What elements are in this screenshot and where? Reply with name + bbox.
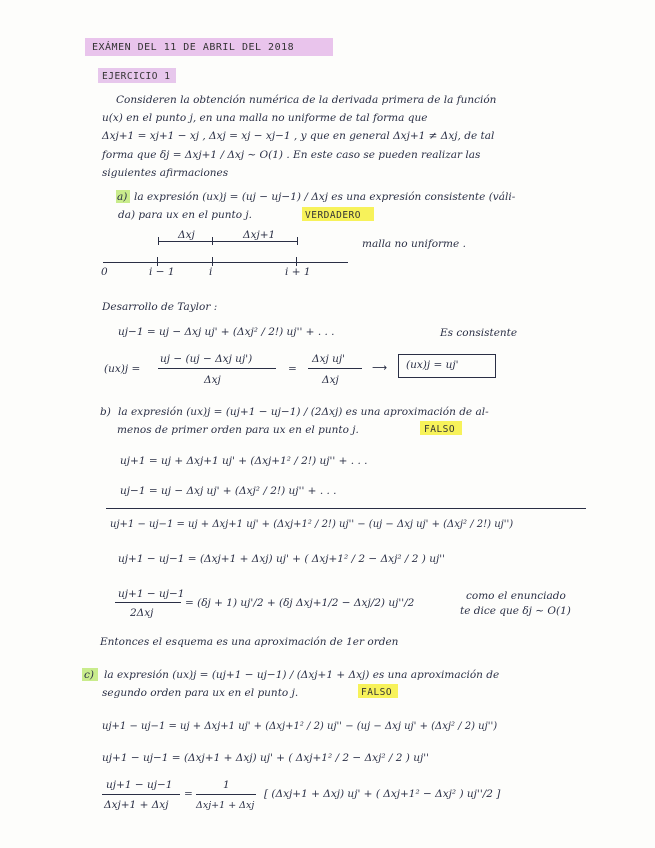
sum-rule xyxy=(106,508,586,509)
fraction-bar xyxy=(196,794,256,795)
mesh-tick xyxy=(212,257,213,266)
part-a-text: la expresión (ux)j = (uj − uj−1) / Δxj es una expresión consistente (váli- xyxy=(134,191,516,203)
statement-line: forma que δj = Δxj+1 / Δxj ∼ O(1) . En este caso se pueden realizar las xyxy=(102,149,481,161)
part-b-text: la expresión (ux)j = (uj+1 − uj−1) / (2Δxj) es una aproximación de al- xyxy=(118,406,489,418)
fraction-denominator: Δxj xyxy=(322,374,339,386)
part-a-text: da) para ux en el punto j. xyxy=(118,209,252,221)
equation: uj−1 = uj − Δxj uj' + (Δxj² / 2!) uj'' + . . . xyxy=(120,485,337,497)
arrow: ⟶ xyxy=(372,362,388,374)
taylor-title: Desarrollo de Taylor : xyxy=(102,301,218,313)
mesh-dx-right: Δxj+1 xyxy=(243,229,276,241)
part-b-text: menos de primer orden para ux en el punto j. xyxy=(117,424,359,436)
equation: uj+1 − uj−1 = (Δxj+1 + Δxj) uj' + ( Δxj+1² / 2 − Δxj² / 2 ) uj'' xyxy=(118,553,445,565)
part-c-text: segundo orden para ux en el punto j. xyxy=(102,687,299,699)
statement-line: u(x) en el punto j, en una malla no uniforme de tal forma que xyxy=(102,112,428,124)
verdict-true: VERDADERO xyxy=(305,210,361,221)
fraction-denominator: Δxj+1 + Δxj xyxy=(104,799,169,811)
mesh-tick-label: 0 xyxy=(101,266,108,278)
mesh-brace-tick xyxy=(297,237,298,245)
equation: uj+1 − uj−1 = (Δxj+1 + Δxj) uj' + ( Δxj+1² / 2 − Δxj² / 2 ) uj'' xyxy=(102,752,429,764)
fraction-lhs: (ux)j = xyxy=(104,363,141,375)
fraction-bar xyxy=(158,368,276,369)
mesh-axis xyxy=(103,262,348,263)
mesh-brace-tick xyxy=(212,237,213,245)
mesh-brace xyxy=(158,241,298,242)
fraction-bar xyxy=(308,368,362,369)
mesh-tick xyxy=(157,257,158,266)
note: te dice que δj ∼ O(1) xyxy=(460,605,571,617)
taylor-equation: uj−1 = uj − Δxj uj' + (Δxj² / 2!) uj'' + . . . xyxy=(118,326,335,338)
equation: uj+1 − uj−1 = uj + Δxj+1 uj' + (Δxj+1² / 2!) uj'' − (uj − Δxj uj' + (Δxj² / 2!) uj'') xyxy=(110,519,514,530)
fraction-denominator: Δxj+1 + Δxj xyxy=(196,800,255,811)
exercise-title: EJERCICIO 1 xyxy=(102,71,171,82)
mesh-dx-left: Δxj xyxy=(178,229,195,241)
mesh-tick-label: i xyxy=(209,266,213,278)
fraction-numerator: Δxj uj' xyxy=(312,353,346,365)
equation: = (δj + 1) uj'/2 + (δj Δxj+1/2 − Δxj/2) uj''/2 xyxy=(185,597,415,609)
fraction-numerator: uj+1 − uj−1 xyxy=(106,779,173,791)
statement-line: siguientes afirmaciones xyxy=(102,167,229,179)
fraction-bar xyxy=(115,602,181,603)
equation: [ (Δxj+1 + Δxj) uj' + ( Δxj+1² − Δxj² ) uj''/2 ] xyxy=(264,788,501,800)
part-a-marker: a) xyxy=(117,191,128,203)
result: (ux)j = uj' xyxy=(406,359,459,371)
fraction-numerator: uj − (uj − Δxj uj') xyxy=(160,353,253,365)
mesh-tick xyxy=(296,257,297,266)
fraction-numerator: uj+1 − uj−1 xyxy=(118,588,185,600)
equation: uj+1 = uj + Δxj+1 uj' + (Δxj+1² / 2!) uj'' + . . . xyxy=(120,455,368,467)
verdict-false: FALSO xyxy=(361,687,393,698)
consistent-note: Es consistente xyxy=(440,327,518,339)
exam-title: EXÁMEN DEL 11 DE ABRIL DEL 2018 xyxy=(92,42,295,53)
part-c-text: la expresión (ux)j = (uj+1 − uj−1) / (Δxj+1 + Δxj) es una aproximación de xyxy=(104,669,500,681)
fraction-denominator: 2Δxj xyxy=(130,607,154,619)
fraction-numerator: 1 xyxy=(223,779,230,791)
equation: uj+1 − uj−1 = uj + Δxj+1 uj' + (Δxj+1² / 2) uj'' − (uj − Δxj uj' + (Δxj² / 2) uj'') xyxy=(102,721,498,732)
mesh-tick-label: i + 1 xyxy=(285,266,311,278)
conclusion: Entonces el esquema es una aproximación de 1er orden xyxy=(100,636,399,648)
equals-sign: = xyxy=(288,363,297,375)
mesh-tick-label: i − 1 xyxy=(149,266,175,278)
part-c-marker: c) xyxy=(84,669,94,681)
note: como el enunciado xyxy=(466,590,566,602)
fraction-denominator: Δxj xyxy=(204,374,221,386)
fraction-bar xyxy=(102,794,180,795)
statement-line: Δxj+1 = xj+1 − xj , Δxj = xj − xj−1 , y que en general Δxj+1 ≠ Δxj, de tal xyxy=(102,130,495,142)
verdict-false: FALSO xyxy=(424,424,456,435)
mesh-brace-tick xyxy=(158,237,159,245)
mesh-label: malla no uniforme . xyxy=(362,238,466,250)
equals-sign: = xyxy=(184,788,193,800)
statement-line: Consideren la obtención numérica de la derivada primera de la función xyxy=(116,94,497,106)
part-b-marker: b) xyxy=(100,406,111,418)
